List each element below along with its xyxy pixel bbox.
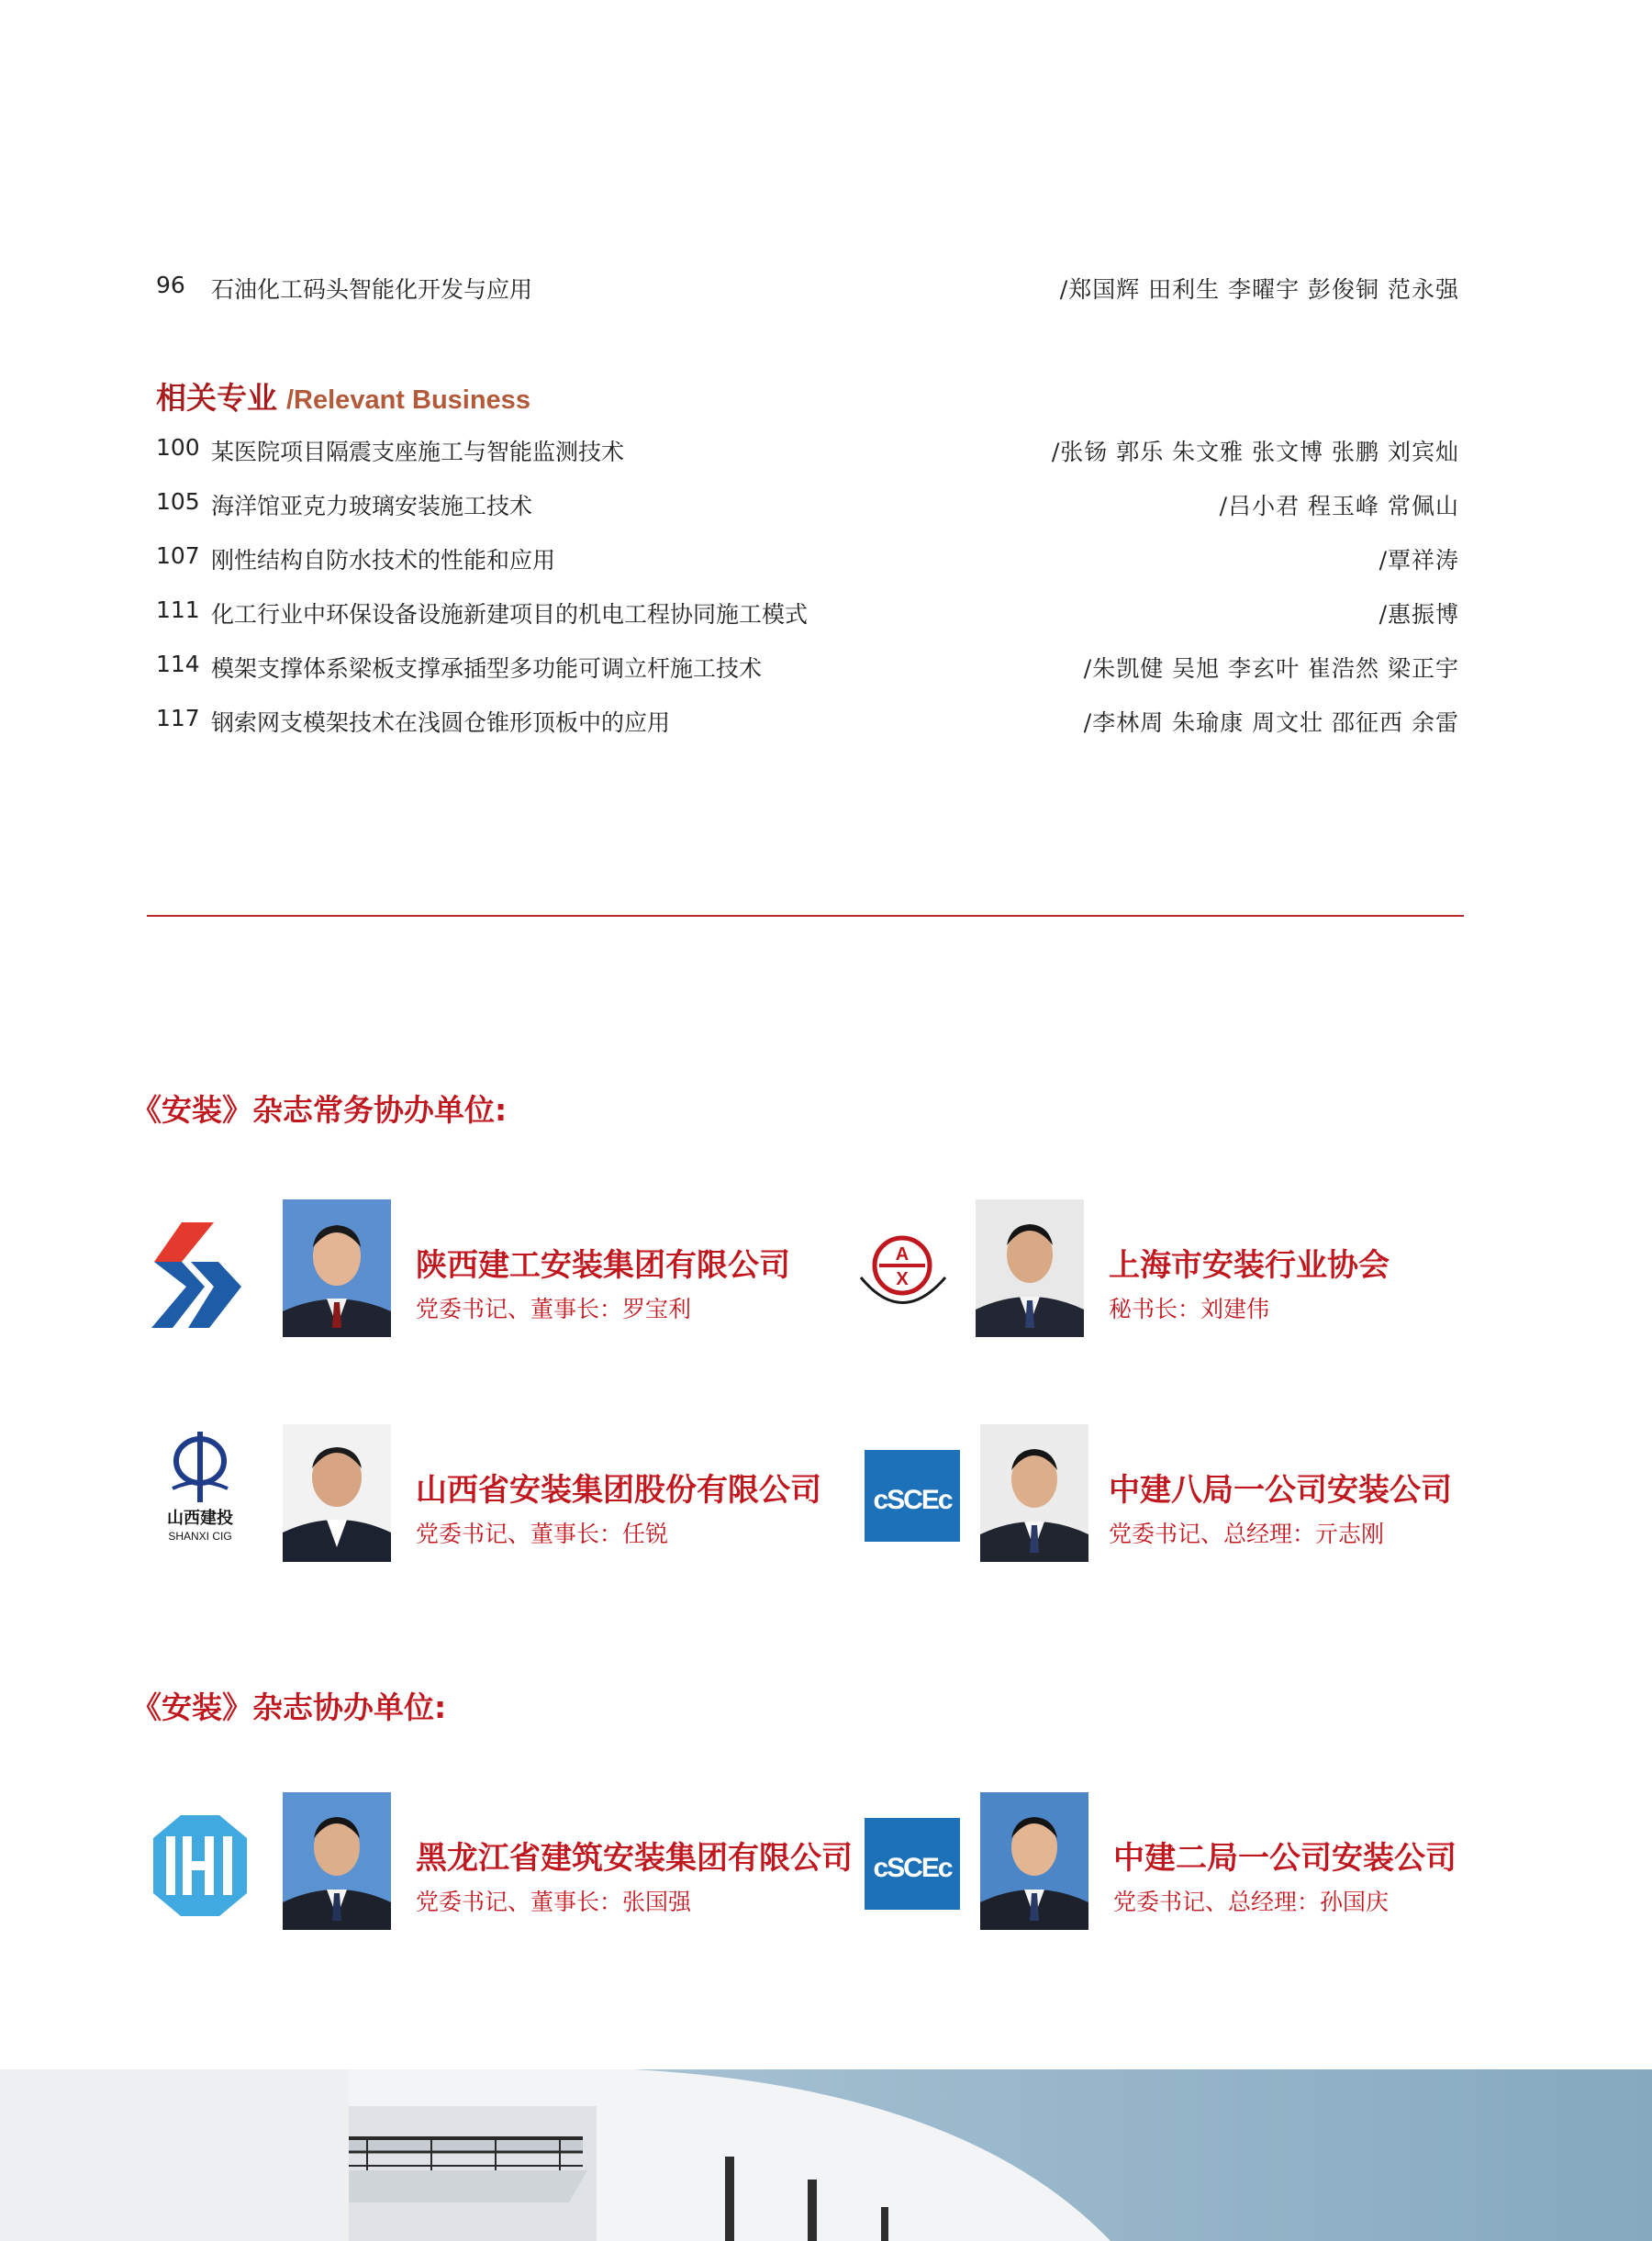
toc-article-title: 石油化工码头智能化开发与应用 xyxy=(211,276,533,303)
section-title-en: /Relevant Business xyxy=(286,385,530,415)
org-name: 中建八局一公司安装公司 xyxy=(1109,1472,1452,1509)
portrait-photo xyxy=(283,1199,391,1337)
org-name: 中建二局一公司安装公司 xyxy=(1113,1840,1457,1877)
org-name: 上海市安装行业协会 xyxy=(1109,1247,1390,1284)
toc-entry[interactable] xyxy=(156,488,1459,525)
org-name: 黑龙江省建筑安装集团有限公司 xyxy=(416,1840,853,1877)
toc-page-number: 96 xyxy=(156,272,185,298)
org-leader-role: 党委书记、董事长：罗宝利 xyxy=(416,1296,692,1322)
org-card xyxy=(150,1199,810,1346)
toc-entry[interactable] xyxy=(156,272,1459,308)
toc-entry[interactable] xyxy=(156,596,1459,633)
org-leader-role: 党委书记、总经理：亓志刚 xyxy=(1109,1521,1385,1547)
toc-article-title: 刚性结构自防水技术的性能和应用 xyxy=(211,547,556,574)
portrait-photo xyxy=(980,1792,1088,1930)
toc-authors: /郑国辉 田利生 李曜宇 彭俊铜 范永强 xyxy=(1059,276,1459,303)
toc-authors: /李林周 朱瑜康 周文壮 邵征西 余雷 xyxy=(1083,709,1459,736)
svg-text:cSCEc: cSCEc xyxy=(873,1853,952,1883)
toc-page-number: 117 xyxy=(156,705,200,731)
org-leader-role: 党委书记、董事长：张国强 xyxy=(416,1889,692,1915)
toc-authors: /朱凯健 吴旭 李玄叶 崔浩然 梁正宇 xyxy=(1083,655,1459,682)
org-leader-role: 党委书记、董事长：任锐 xyxy=(416,1521,669,1547)
toc-authors: /惠振博 xyxy=(1379,601,1459,628)
cscec-logo xyxy=(861,1792,980,1930)
portrait-photo xyxy=(283,1792,391,1930)
section-divider xyxy=(147,915,1464,917)
org-card xyxy=(861,1424,1522,1571)
toc-article-title: 化工行业中环保设备设施新建项目的机电工程协同施工模式 xyxy=(211,601,809,628)
toc-entry[interactable] xyxy=(156,651,1459,687)
org-card xyxy=(843,1199,1503,1346)
toc-article-title: 钢索网支模架技术在浅圆仓锥形顶板中的应用 xyxy=(211,709,671,736)
org-name: 陕西建工安装集团有限公司 xyxy=(416,1247,790,1284)
toc-article-title: 海洋馆亚克力玻璃安装施工技术 xyxy=(211,493,533,519)
toc-page-number: 105 xyxy=(156,488,200,515)
toc-entry[interactable] xyxy=(156,705,1459,741)
org-card xyxy=(150,1424,821,1571)
toc-authors: /吕小君 程玉峰 常佩山 xyxy=(1219,493,1459,519)
shanxi-cig-logo xyxy=(150,1424,269,1562)
toc-page-number: 114 xyxy=(156,651,200,677)
toc-entry[interactable] xyxy=(156,434,1459,471)
org-leader-role: 秘书长：刘建伟 xyxy=(1109,1296,1270,1322)
toc-authors: /张钖 郭乐 朱文雅 张文博 张鹏 刘宾灿 xyxy=(1051,439,1459,465)
org-card xyxy=(150,1792,853,1939)
cscec-logo xyxy=(861,1424,980,1562)
section-heading xyxy=(156,374,530,418)
svg-text:SHANXI CIG: SHANXI CIG xyxy=(168,1530,232,1543)
co-organizers-heading: 《安装》杂志协办单位: xyxy=(131,1689,447,1725)
portrait-photo xyxy=(283,1424,391,1562)
logo-cn-text: 山西建投 xyxy=(167,1509,233,1528)
portrait-photo xyxy=(976,1199,1084,1337)
heilongjiang-chci-logo xyxy=(150,1792,269,1930)
svg-text:A: A xyxy=(895,1244,910,1265)
toc-article-title: 某医院项目隔震支座施工与智能监测技术 xyxy=(211,439,625,465)
shaanxi-construction-logo xyxy=(150,1199,269,1337)
org-card xyxy=(861,1792,1522,1939)
toc-authors: /覃祥涛 xyxy=(1379,547,1459,574)
org-name: 山西省安装集团股份有限公司 xyxy=(416,1472,821,1509)
org-leader-role: 党委书记、总经理：孙国庆 xyxy=(1113,1889,1390,1915)
toc-page-number: 107 xyxy=(156,542,200,569)
toc-page-number: 111 xyxy=(156,596,200,623)
portrait-photo xyxy=(980,1424,1088,1562)
building-photo xyxy=(0,2069,1652,2241)
toc-entry[interactable] xyxy=(156,542,1459,579)
shanghai-installation-association-logo xyxy=(843,1199,962,1337)
toc-page-number: 100 xyxy=(156,434,200,461)
toc-article-title: 模架支撑体系梁板支撑承插型多功能可调立杆施工技术 xyxy=(211,655,763,682)
svg-text:X: X xyxy=(896,1269,909,1289)
standing-co-organizers-heading: 《安装》杂志常务协办单位: xyxy=(131,1092,508,1128)
section-title-cn: 相关专业 xyxy=(156,380,277,416)
svg-text:cSCEc: cSCEc xyxy=(873,1485,952,1515)
